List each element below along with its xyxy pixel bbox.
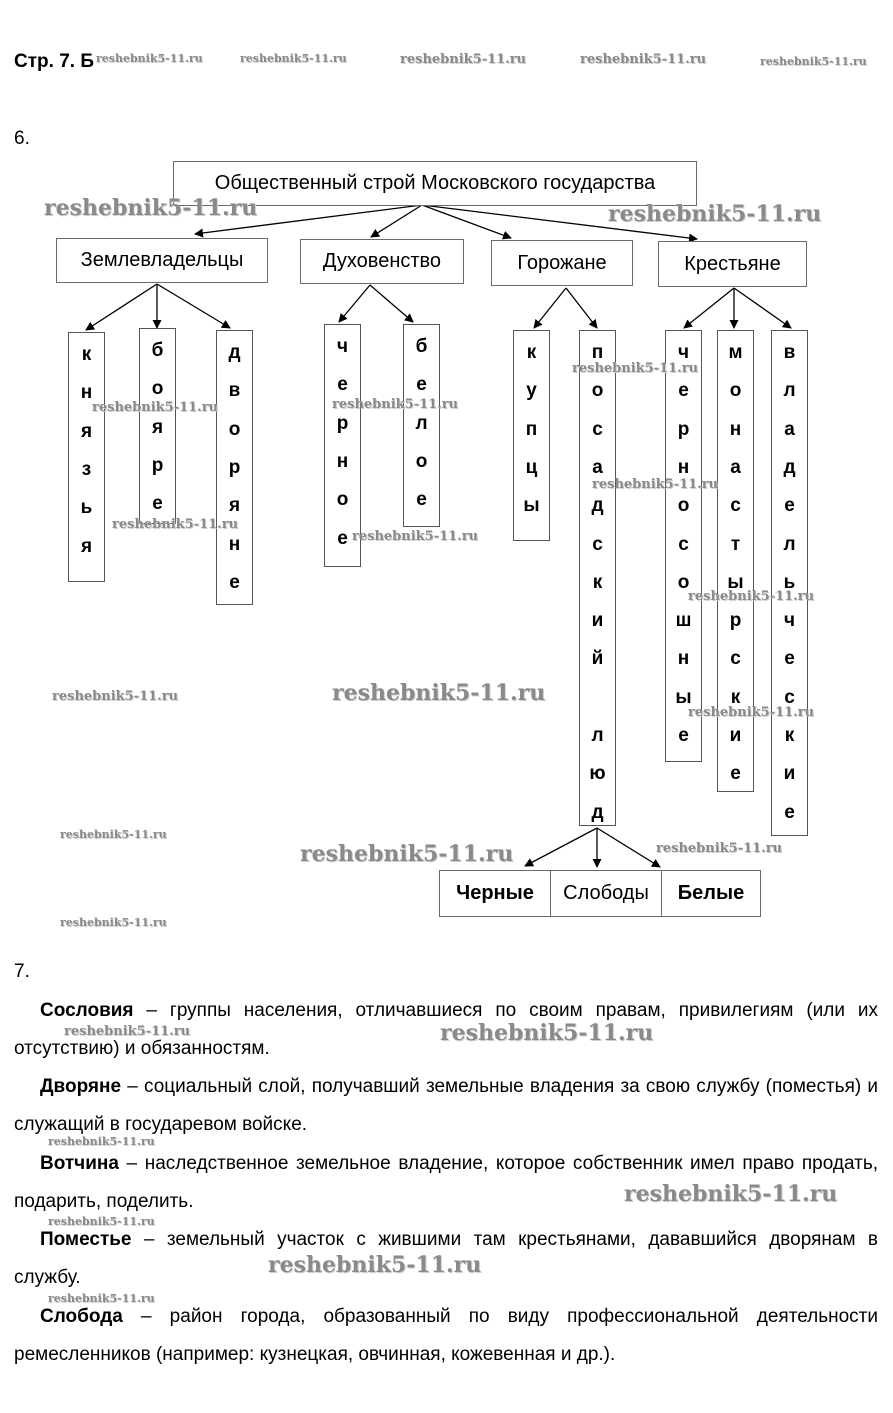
vertical-letter: л xyxy=(783,533,796,555)
watermark: reshebnik5-11.ru xyxy=(52,689,179,704)
arrow-dvoryane xyxy=(157,284,230,328)
definition-term: Поместье xyxy=(40,1229,132,1250)
vertical-letter: н xyxy=(677,648,690,670)
vertical-letter: о xyxy=(151,378,164,400)
vertical-letter: о xyxy=(677,571,690,593)
vertical-letter: р xyxy=(336,412,349,434)
vertical-letter: о xyxy=(415,450,428,472)
vertical-letter: н xyxy=(677,456,690,478)
vbox-monastyrskie xyxy=(717,330,754,792)
watermark: reshebnik5-11.ru xyxy=(64,1024,191,1039)
vertical-letter: е xyxy=(152,493,163,515)
watermark: reshebnik5-11.ru xyxy=(624,1181,838,1207)
vertical-letter: з xyxy=(81,458,92,480)
arrow-vladelcheskie xyxy=(734,288,791,328)
vertical-letter: о xyxy=(336,489,349,511)
vertical-letter: е xyxy=(784,495,795,517)
vertical-letter: л xyxy=(415,412,428,434)
vertical-letter: м xyxy=(728,342,743,363)
vertical-letter: б xyxy=(415,336,428,357)
arrow-chernoe xyxy=(339,285,370,322)
vertical-letter: о xyxy=(228,418,241,440)
watermark: reshebnik5-11.ru xyxy=(48,1292,155,1305)
watermark: reshebnik5-11.ru xyxy=(592,477,719,492)
watermark: reshebnik5-11.ru xyxy=(440,1020,654,1046)
vertical-letter: й xyxy=(591,648,604,670)
vertical-letter: е xyxy=(730,763,741,785)
watermark: reshebnik5-11.ru xyxy=(760,55,867,68)
vertical-letter: п xyxy=(525,418,538,440)
vbox-posadskiy-lyud xyxy=(579,330,616,826)
arrow-beloe xyxy=(370,285,413,322)
posad-slobody: Слободы xyxy=(550,870,662,917)
vertical-letter: ы xyxy=(675,686,692,708)
vertical-letter: я xyxy=(228,495,241,517)
watermark: reshebnik5-11.ru xyxy=(352,529,479,544)
watermark: reshebnik5-11.ru xyxy=(60,828,167,841)
watermark: reshebnik5-11.ru xyxy=(240,52,347,65)
vertical-letter: ц xyxy=(525,456,538,478)
watermark: reshebnik5-11.ru xyxy=(92,400,219,415)
watermark: reshebnik5-11.ru xyxy=(688,705,815,720)
vertical-letter: к xyxy=(592,571,603,593)
watermark: reshebnik5-11.ru xyxy=(332,680,546,706)
vertical-letter: с xyxy=(592,533,603,555)
vertical-letter: и xyxy=(783,763,796,785)
vertical-letter: с xyxy=(784,686,795,708)
posad-belye: Белые xyxy=(661,870,761,917)
definition-text: – район города, образованный по виду профессиональной деятельности ремесленников (например: кузнецкая, овчинная, кожевенная и др.). xyxy=(14,1306,878,1365)
vertical-letter: е xyxy=(678,380,689,402)
definition-term: Сословия xyxy=(40,1000,134,1021)
vertical-letter: е xyxy=(416,374,427,396)
definition-term: Вотчина xyxy=(40,1153,119,1174)
arrow-chernye xyxy=(525,828,597,866)
vertical-letter: ь xyxy=(783,571,796,593)
vertical-letter: ь xyxy=(80,497,93,519)
vertical-letter: ы xyxy=(523,495,540,517)
vertical-letter: д xyxy=(591,801,604,823)
definition-term: Слобода xyxy=(40,1306,123,1327)
watermark: reshebnik5-11.ru xyxy=(656,841,783,856)
vbox-kuptsy xyxy=(513,330,550,541)
watermark: reshebnik5-11.ru xyxy=(572,361,699,376)
vbox-chernososhnye xyxy=(665,330,702,762)
vertical-letter: ч xyxy=(783,610,796,632)
vertical-letter: п xyxy=(591,342,604,363)
watermark: reshebnik5-11.ru xyxy=(300,841,514,867)
vertical-letter: и xyxy=(729,725,742,746)
vertical-letter: к xyxy=(526,342,537,363)
definition-text: – наследственное земельное владение, которое собственник имел право продать, подарить, поделить. xyxy=(14,1153,878,1212)
vbox-boyare xyxy=(139,328,176,524)
watermark: reshebnik5-11.ru xyxy=(580,52,707,67)
vertical-letter: е xyxy=(416,489,427,511)
watermark: reshebnik5-11.ru xyxy=(96,52,203,65)
vertical-letter: к xyxy=(81,344,92,365)
root-box: Общественный строй Московского государства xyxy=(173,161,697,206)
vbox-vladelcheskie xyxy=(771,330,808,836)
vertical-letter: е xyxy=(678,725,689,746)
vertical-letter: к xyxy=(730,686,741,708)
vertical-letter: д xyxy=(591,495,604,517)
vertical-letter: д xyxy=(228,342,241,363)
definition-dvoryane xyxy=(14,1068,878,1144)
vertical-letter: в xyxy=(228,380,241,402)
vertical-letter: и xyxy=(591,610,604,632)
vertical-letter: о xyxy=(677,495,690,517)
vertical-letter: т xyxy=(730,533,741,555)
watermark: reshebnik5-11.ru xyxy=(48,1215,155,1228)
arrow-posad xyxy=(566,288,597,328)
vertical-letter: е xyxy=(784,801,795,823)
vertical-letter: р xyxy=(151,454,164,476)
vertical-letter: н xyxy=(228,533,241,555)
definition-sloboda xyxy=(14,1298,878,1374)
watermark: reshebnik5-11.ru xyxy=(44,195,258,221)
vertical-letter: н xyxy=(729,418,742,440)
definition-term: Дворяне xyxy=(40,1076,122,1097)
vertical-letter: о xyxy=(729,380,742,402)
vertical-letter: у xyxy=(526,380,537,402)
vertical-letter: л xyxy=(591,725,604,746)
vertical-letter: с xyxy=(592,418,603,440)
vertical-letter: л xyxy=(783,380,796,402)
vertical-letter: н xyxy=(80,382,93,404)
group-zemlevladeltsy: Землевладельцы xyxy=(56,238,268,283)
definition-text: – группы населения, отличавшиеся по своим правам, привилегиям (или их отсутствию) и обязанностям. xyxy=(14,1000,878,1059)
definition-text: – социальный слой, получавший земельные владения за свою службу (поместья) и служащий в государевом войске. xyxy=(14,1076,878,1135)
watermark: reshebnik5-11.ru xyxy=(112,517,239,532)
vertical-letter: с xyxy=(730,495,741,517)
vertical-letter: н xyxy=(336,450,349,472)
vertical-letter: р xyxy=(677,418,690,440)
vertical-letter: с xyxy=(730,648,741,670)
watermark: reshebnik5-11.ru xyxy=(60,916,167,929)
watermark: reshebnik5-11.ru xyxy=(608,201,822,227)
vertical-letter: д xyxy=(783,456,796,478)
vertical-letter: а xyxy=(784,418,795,440)
arrow-kuptsy xyxy=(534,288,566,328)
watermark: reshebnik5-11.ru xyxy=(268,1252,482,1278)
vertical-letter: б xyxy=(151,340,164,361)
vertical-letter: а xyxy=(592,456,603,478)
watermark: reshebnik5-11.ru xyxy=(688,589,815,604)
vertical-letter: в xyxy=(783,342,796,363)
posad-chernye: Черные xyxy=(439,870,551,917)
arrow-belye xyxy=(597,828,660,867)
vertical-letter: я xyxy=(80,420,93,442)
vertical-letter: к xyxy=(784,725,795,746)
section-7-number: 7. xyxy=(14,961,30,982)
vertical-letter: е xyxy=(337,374,348,396)
arrow-root-dukhovenstvo xyxy=(371,205,422,237)
vertical-letter: ш xyxy=(675,610,692,632)
group-krestyane: Крестьяне xyxy=(658,241,807,287)
group-gorozhane: Горожане xyxy=(491,240,633,286)
vertical-letter: я xyxy=(151,416,164,438)
vertical-letter: ч xyxy=(336,336,349,357)
vertical-letter: о xyxy=(591,380,604,402)
section-6-number: 6. xyxy=(14,128,30,149)
vertical-letter: е xyxy=(337,527,348,549)
vertical-letter: ч xyxy=(677,342,690,363)
arrow-chernososhnye xyxy=(684,288,734,328)
vertical-letter: я xyxy=(80,535,93,557)
vertical-letter: с xyxy=(678,533,689,555)
vbox-knyazya xyxy=(68,332,105,582)
vertical-letter: е xyxy=(229,571,240,593)
vertical-letter: ы xyxy=(727,571,744,593)
watermark: reshebnik5-11.ru xyxy=(332,397,459,412)
group-dukhovenstvo: Духовенство xyxy=(300,239,464,284)
vertical-letter: е xyxy=(784,648,795,670)
watermark: reshebnik5-11.ru xyxy=(400,52,527,67)
vbox-dvoryane xyxy=(216,330,253,605)
watermark: reshebnik5-11.ru xyxy=(48,1135,155,1148)
vertical-letter: ю xyxy=(589,763,606,785)
arrow-knyazya xyxy=(86,284,157,330)
definition-text: – земельный участок с жившими там крестьянами, дававшийся дворянам в службу. xyxy=(14,1229,878,1288)
vertical-letter: р xyxy=(228,456,241,478)
vertical-letter: а xyxy=(730,456,741,478)
page-header: Стр. 7. Б xyxy=(14,51,94,72)
vbox-beloe xyxy=(403,324,440,527)
vertical-letter: р xyxy=(729,610,742,632)
